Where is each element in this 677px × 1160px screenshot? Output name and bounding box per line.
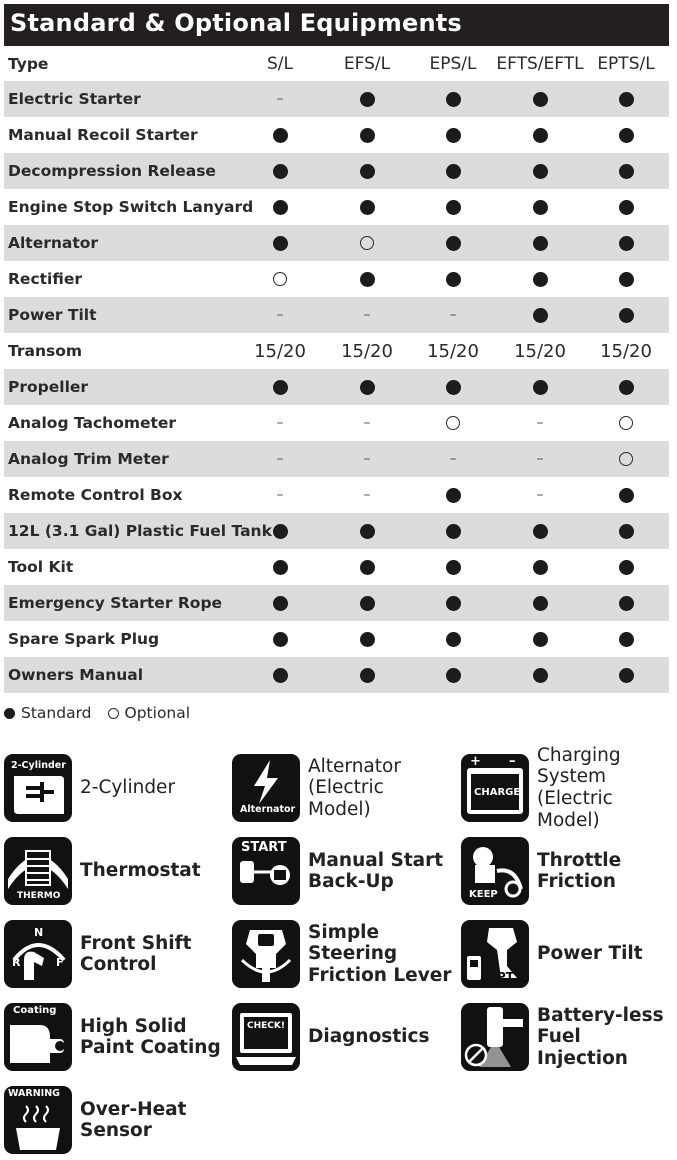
cell-standard (586, 261, 666, 297)
table-row (4, 261, 669, 297)
standard-dot-icon (273, 668, 288, 683)
cell-na (240, 297, 320, 333)
cell-standard (327, 81, 407, 117)
standard-dot-icon (533, 560, 548, 575)
row-label: Analog Tachometer (8, 414, 177, 432)
not-available-dash: – (363, 307, 371, 323)
not-available-dash: – (276, 487, 284, 503)
cell-value (413, 333, 493, 369)
cell-standard (586, 117, 666, 153)
cell-standard (327, 189, 407, 225)
optional-ring-icon (108, 708, 119, 719)
cell-optional (240, 261, 320, 297)
cell-standard (413, 81, 493, 117)
cell-value: 15/20 (514, 340, 566, 362)
standard-dot-icon (619, 236, 634, 251)
not-available-dash: – (536, 487, 544, 503)
table-row (4, 189, 669, 225)
legend (4, 703, 190, 723)
row-label: Propeller (8, 378, 89, 396)
standard-dot-icon (360, 200, 375, 215)
cell-standard (500, 657, 580, 693)
cell-standard (327, 621, 407, 657)
two-cylinder-icon: 2-Cylinder (4, 754, 72, 822)
not-available-dash: – (363, 415, 371, 431)
row-label: Spare Spark Plug (8, 630, 160, 648)
feature-power-tilt (461, 920, 677, 988)
standard-dot-icon (446, 200, 461, 215)
standard-dot-icon (533, 128, 548, 143)
optional-ring-icon (619, 452, 633, 466)
power-tilt-icon: PT (461, 920, 529, 988)
feature-label: Simple Steering Friction Lever (308, 922, 452, 986)
row-label: Remote Control Box (8, 486, 183, 504)
model-header: EFTS/EFTL (496, 54, 584, 74)
standard-dot-icon (533, 272, 548, 287)
feature-label: Battery-less Fuel Injection (537, 1005, 664, 1069)
cell-standard (327, 117, 407, 153)
cell-optional (586, 405, 666, 441)
cell-value (500, 333, 580, 369)
not-available-dash: – (276, 451, 284, 467)
table-row (4, 585, 669, 621)
cell-standard (586, 369, 666, 405)
table-row (4, 405, 669, 441)
cell-standard (413, 117, 493, 153)
cell-standard (500, 585, 580, 621)
cell-value: 15/20 (341, 340, 393, 362)
alternator-icon: Alternator (232, 754, 300, 822)
table-body (4, 81, 669, 693)
cell-value (327, 333, 407, 369)
feature-label: Manual Start Back-Up (308, 849, 444, 892)
cell-standard (327, 585, 407, 621)
cell-na (500, 405, 580, 441)
row-label: Electric Starter (8, 90, 141, 108)
cell-standard (500, 297, 580, 333)
standard-dot-icon (273, 236, 288, 251)
standard-dot-icon (533, 164, 548, 179)
row-label: Decompression Release (8, 162, 216, 180)
cell-standard (240, 621, 320, 657)
cell-standard (240, 117, 320, 153)
cell-standard (586, 657, 666, 693)
table-header-row (4, 47, 669, 81)
standard-dot-icon (446, 560, 461, 575)
feature-label: Power Tilt (537, 943, 643, 965)
standard-dot-icon (619, 596, 634, 611)
row-label: 12L (3.1 Gal) Plastic Fuel Tank (8, 522, 272, 540)
cell-na (413, 441, 493, 477)
cell-na (327, 297, 407, 333)
cell-standard (586, 477, 666, 513)
cell-standard (500, 261, 580, 297)
row-label: Engine Stop Switch Lanyard (8, 198, 254, 216)
cell-na (327, 441, 407, 477)
row-label: Owners Manual (8, 666, 144, 684)
standard-dot-icon (619, 488, 634, 503)
cell-standard (240, 585, 320, 621)
row-label: Power Tilt (8, 306, 97, 324)
fuel-injection-icon (461, 1003, 529, 1071)
cell-standard (413, 225, 493, 261)
feature-label: Throttle Friction (537, 849, 622, 892)
standard-dot-icon (273, 632, 288, 647)
standard-dot-icon (619, 272, 634, 287)
table-row (4, 369, 669, 405)
standard-dot-icon (360, 560, 375, 575)
standard-dot-icon (619, 128, 634, 143)
feature-label: Thermostat (80, 860, 201, 882)
cell-optional (413, 405, 493, 441)
cell-standard (586, 189, 666, 225)
feature-label: Front Shift Control (80, 932, 192, 975)
cell-na (327, 405, 407, 441)
cell-value: 15/20 (427, 340, 479, 362)
standard-dot-icon (446, 596, 461, 611)
feature-throttle-friction (461, 837, 677, 905)
standard-dot-icon (273, 380, 288, 395)
standard-dot-icon (446, 164, 461, 179)
standard-dot-icon (360, 668, 375, 683)
row-label: Emergency Starter Rope (8, 594, 223, 612)
not-available-dash: – (449, 307, 457, 323)
standard-dot-icon (619, 380, 634, 395)
cell-standard (413, 549, 493, 585)
cell-value (586, 333, 666, 369)
feature-label: High Solid Paint Coating (80, 1015, 221, 1058)
cell-standard (413, 261, 493, 297)
standard-dot-icon (446, 668, 461, 683)
optional-ring-icon (619, 416, 633, 430)
cell-optional (586, 441, 666, 477)
model-header: EPTS/L (597, 54, 655, 74)
cell-standard (500, 513, 580, 549)
cell-na (240, 441, 320, 477)
standard-dot-icon (533, 380, 548, 395)
cell-standard (240, 513, 320, 549)
cell-na (500, 441, 580, 477)
cell-standard (327, 261, 407, 297)
thermostat-icon: THERMO (4, 837, 72, 905)
feature-2-cylinder (4, 754, 224, 822)
standard-dot-icon (619, 92, 634, 107)
cell-standard (413, 657, 493, 693)
not-available-dash: – (276, 415, 284, 431)
feature-label: Diagnostics (308, 1026, 430, 1048)
table-row (4, 81, 669, 117)
charging-system-icon: + – CHARGE (461, 754, 529, 822)
row-label: Transom (8, 342, 83, 360)
standard-dot-icon (360, 128, 375, 143)
cell-standard (413, 585, 493, 621)
legend-optional: Optional (124, 704, 191, 722)
feature-label: Alternator (Electric Model) (308, 756, 401, 820)
standard-dot-icon (533, 308, 548, 323)
cell-standard (240, 549, 320, 585)
standard-dot-icon (360, 164, 375, 179)
standard-dot-icon (619, 632, 634, 647)
feature-alternator (232, 754, 452, 822)
page-title: Standard & Optional Equipments (10, 9, 462, 37)
cell-standard (500, 225, 580, 261)
cell-standard (500, 369, 580, 405)
cell-standard (586, 549, 666, 585)
row-label: Manual Recoil Starter (8, 126, 198, 144)
standard-dot-icon (533, 524, 548, 539)
standard-dot-icon (619, 164, 634, 179)
type-header: Type (8, 55, 49, 73)
table-row (4, 441, 669, 477)
cell-standard (240, 657, 320, 693)
feature-charging-system (461, 744, 677, 831)
cell-na (240, 405, 320, 441)
table-row (4, 333, 669, 369)
table-row (4, 225, 669, 261)
standard-dot-icon (619, 668, 634, 683)
front-shift-icon: N R F (4, 920, 72, 988)
table-row (4, 549, 669, 585)
cell-standard (500, 153, 580, 189)
standard-dot-icon (273, 164, 288, 179)
cell-value: 15/20 (600, 340, 652, 362)
cell-value (240, 333, 320, 369)
cell-na (327, 477, 407, 513)
feature-diagnostics (232, 1003, 452, 1071)
standard-dot-icon (273, 524, 288, 539)
cell-standard (586, 81, 666, 117)
cell-standard (413, 621, 493, 657)
table-row (4, 477, 669, 513)
over-heat-icon: WARNING (4, 1086, 72, 1154)
steering-friction-icon (232, 920, 300, 988)
feature-thermostat (4, 837, 224, 905)
model-header: EFS/L (343, 54, 391, 74)
not-available-dash: – (276, 91, 284, 107)
feature-label: Over-Heat Sensor (80, 1098, 187, 1141)
cell-na (500, 477, 580, 513)
standard-dot-icon (360, 272, 375, 287)
cell-standard (240, 225, 320, 261)
standard-dot-icon (273, 128, 288, 143)
row-label: Rectifier (8, 270, 83, 288)
standard-dot-icon (446, 632, 461, 647)
standard-dot-icon (360, 92, 375, 107)
cell-standard (240, 369, 320, 405)
model-header: EPS/L (429, 54, 477, 74)
cell-standard (500, 117, 580, 153)
standard-dot-icon (533, 236, 548, 251)
table-row (4, 117, 669, 153)
cell-na (240, 477, 320, 513)
cell-standard (586, 585, 666, 621)
optional-ring-icon (273, 272, 287, 286)
cell-standard (586, 297, 666, 333)
optional-ring-icon (446, 416, 460, 430)
feature-fuel-injection (461, 1003, 677, 1071)
standard-dot-icon (360, 524, 375, 539)
throttle-friction-icon: KEEP (461, 837, 529, 905)
not-available-dash: – (536, 415, 544, 431)
diagnostics-icon: CHECK! (232, 1003, 300, 1071)
standard-dot-icon (446, 380, 461, 395)
standard-dot-icon (619, 524, 634, 539)
not-available-dash: – (536, 451, 544, 467)
table-row (4, 153, 669, 189)
standard-dot-icon (446, 128, 461, 143)
optional-ring-icon (360, 236, 374, 250)
standard-dot-icon (533, 200, 548, 215)
legend-standard: Standard (21, 704, 92, 722)
cell-standard (413, 477, 493, 513)
standard-dot-icon (273, 596, 288, 611)
cell-value: 15/20 (254, 340, 306, 362)
feature-over-heat (4, 1086, 224, 1154)
standard-dot-icon (360, 380, 375, 395)
cell-na (413, 297, 493, 333)
cell-optional (327, 225, 407, 261)
row-label: Tool Kit (8, 558, 74, 576)
row-label: Alternator (8, 234, 99, 252)
standard-dot-icon (4, 708, 15, 719)
standard-dot-icon (360, 632, 375, 647)
standard-dot-icon (446, 92, 461, 107)
standard-dot-icon (446, 236, 461, 251)
standard-dot-icon (533, 92, 548, 107)
standard-dot-icon (533, 668, 548, 683)
standard-dot-icon (446, 524, 461, 539)
feature-manual-start (232, 837, 452, 905)
table-row (4, 621, 669, 657)
cell-na (240, 81, 320, 117)
cell-standard (413, 369, 493, 405)
row-label: Analog Trim Meter (8, 450, 169, 468)
feature-label: 2-Cylinder (80, 777, 176, 799)
standard-dot-icon (533, 596, 548, 611)
standard-dot-icon (446, 488, 461, 503)
standard-dot-icon (360, 596, 375, 611)
feature-steering-friction (232, 920, 452, 988)
cell-standard (586, 153, 666, 189)
cell-standard (240, 189, 320, 225)
cell-standard (500, 549, 580, 585)
cell-standard (413, 153, 493, 189)
cell-standard (413, 513, 493, 549)
table-row (4, 297, 669, 333)
table-row (4, 657, 669, 693)
cell-standard (500, 81, 580, 117)
cell-standard (586, 513, 666, 549)
feature-paint-coating (4, 1003, 224, 1071)
standard-dot-icon (619, 308, 634, 323)
cell-standard (240, 153, 320, 189)
feature-front-shift (4, 920, 224, 988)
cell-standard (327, 513, 407, 549)
table-row (4, 513, 669, 549)
not-available-dash: – (449, 451, 457, 467)
standard-dot-icon (619, 200, 634, 215)
not-available-dash: – (363, 451, 371, 467)
not-available-dash: – (363, 487, 371, 503)
standard-dot-icon (446, 272, 461, 287)
feature-label: Charging System (Electric Model) (537, 744, 621, 831)
cell-standard (500, 189, 580, 225)
not-available-dash: – (276, 307, 284, 323)
standard-dot-icon (273, 200, 288, 215)
cell-standard (586, 225, 666, 261)
cell-standard (327, 549, 407, 585)
cell-standard (327, 369, 407, 405)
standard-dot-icon (273, 560, 288, 575)
model-header: S/L (267, 54, 293, 74)
manual-start-icon: START (232, 837, 300, 905)
cell-standard (500, 621, 580, 657)
title-bar (4, 4, 669, 46)
paint-coating-icon: Coating (4, 1003, 72, 1071)
cell-standard (327, 153, 407, 189)
cell-standard (413, 189, 493, 225)
cell-standard (327, 657, 407, 693)
standard-dot-icon (533, 632, 548, 647)
equipment-table (4, 47, 669, 693)
standard-dot-icon (619, 560, 634, 575)
cell-standard (586, 621, 666, 657)
